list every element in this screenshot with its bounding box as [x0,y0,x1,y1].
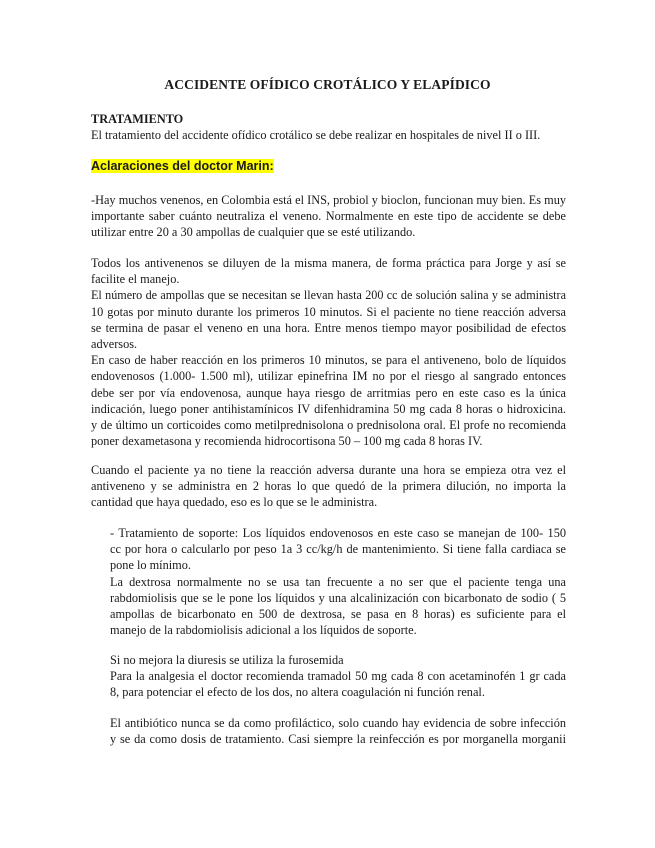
paragraph-soporte [110,525,566,638]
intro-text: El tratamiento del accidente ofídico crotálico se debe realizar en hospitales de nivel II o III. [91,128,541,143]
paragraph-diuresis [110,652,566,701]
paragraph-line: 10 gotas por minuto durante los primeros 10 minutos. Si el paciente no tiene reacción adversa [91,304,566,319]
paragraph-line: - Tratamiento de soporte: Los líquidos endovenosos en este caso se manejan de 100- 150 [110,526,566,540]
paragraph-line: La dextrosa normalmente no se usa tan frecuente a no ser que el paciente tenga una [110,574,566,589]
paragraph-3 [91,462,566,511]
paragraph-antibiotico [110,715,566,747]
paragraph-line: El número de ampollas que se necesitan se llevan hasta 200 cc de solución salina y se administra [91,288,566,303]
paragraph-line: Si no mejora la diuresis se utiliza la furosemida [110,653,344,667]
highlight-heading-block [91,158,566,174]
paragraph-line: Cuando el paciente ya no tiene la reacción adversa durante una hora se empieza otra vez el [91,463,566,477]
paragraph-line: indicación, luego poner antihistamínicos IV difenhidramina 50 mg cada 8 horas o hidroxicina. [91,401,566,416]
paragraph-line: antiveneno y se administra en 2 horas lo que quedó de la primera dilución, no importa la [91,479,566,494]
document-title: ACCIDENTE OFÍDICO CROTÁLICO Y ELAPÍDICO [164,77,491,92]
paragraph-line: poner dexametasona y recomienda hidrocortisona 50 – 100 mg cada 8 horas IV. [91,434,483,449]
paragraph-line: y de último un corticoides como metilprednisolona o prednisolona oral. El profe no recomienda [91,418,566,433]
paragraph-line: Para la analgesia el doctor recomienda tramadol 50 mg cada 8 con acetaminofén 1 gr cada [110,669,566,684]
paragraph-line: debe ser por vía endovenosa, aunque haya riesgo de arritmias pero en este caso es la única [91,385,566,400]
paragraph-line: pone lo mínimo. [110,558,191,573]
paragraph-2 [91,255,566,449]
paragraph-line: -Hay muchos venenos, en Colombia está el INS, probiol y bioclon, funcionan muy bien. Es muy [91,193,566,207]
paragraph-line: 8, para potenciar el efecto de los dos, no altera coagulación ni función renal. [110,685,485,700]
paragraph-line: se termina de pasar el veneno en una hora. Entre menos tiempo mayor posibilidad de efectos [91,320,566,335]
paragraph-line: y se da como dosis de tratamiento. Casi siempre la reinfección es por morganella morganii [110,732,566,747]
paragraph-line: adversos. [91,337,138,352]
highlight-heading: Aclaraciones del doctor Marin: [91,159,274,173]
paragraph-line: En caso de haber reacción en los primeros 10 minutos, se para el antiveneno, bolo de líquidos [91,353,566,368]
paragraph-line: cantidad que haya quedado, eso es lo que se le administra. [91,495,378,510]
section-heading: TRATAMIENTO [91,112,184,126]
paragraph-line: endovenosos (1.000- 1.500 ml), utilizar epinefrina IM no por el riesgo al sangrado entonces [91,369,566,384]
paragraph-line: rabdomiolisis que se le pone los líquidos y una alcalinización con bicarbonato de sodio ( 5 [110,590,566,605]
paragraph-line: El antibiótico nunca se da como profiláctico, solo cuando hay evidencia de sobre infección [110,716,566,730]
paragraph-line: cc por hora o calcularlo por peso 1a 3 cc/kg/h de mantenimiento. Si tiene falla cardiaca se [110,542,566,557]
paragraph-line: facilite el manejo. [91,272,180,287]
paragraph-line: utilizar entre 20 a 30 ampollas de cualquier que se esté utilizando. [91,225,416,240]
paragraph-line: importante saber cuánto neutraliza el veneno. Normalmente en este tipo de accidente se debe [91,209,566,224]
section-tratamiento [91,111,566,143]
paragraph-line: manejo de la rabdomiolisis adicional a los líquidos de soporte. [110,623,417,638]
paragraph-1 [91,192,566,241]
paragraph-line: Todos los antivenenos se diluyen de la misma manera, de forma práctica para Jorge y así se [91,256,566,270]
paragraph-line: ampollas de bicarbonato en 500 de dextrosa, se pasa en 8 horas) es suficiente para el [110,607,566,622]
